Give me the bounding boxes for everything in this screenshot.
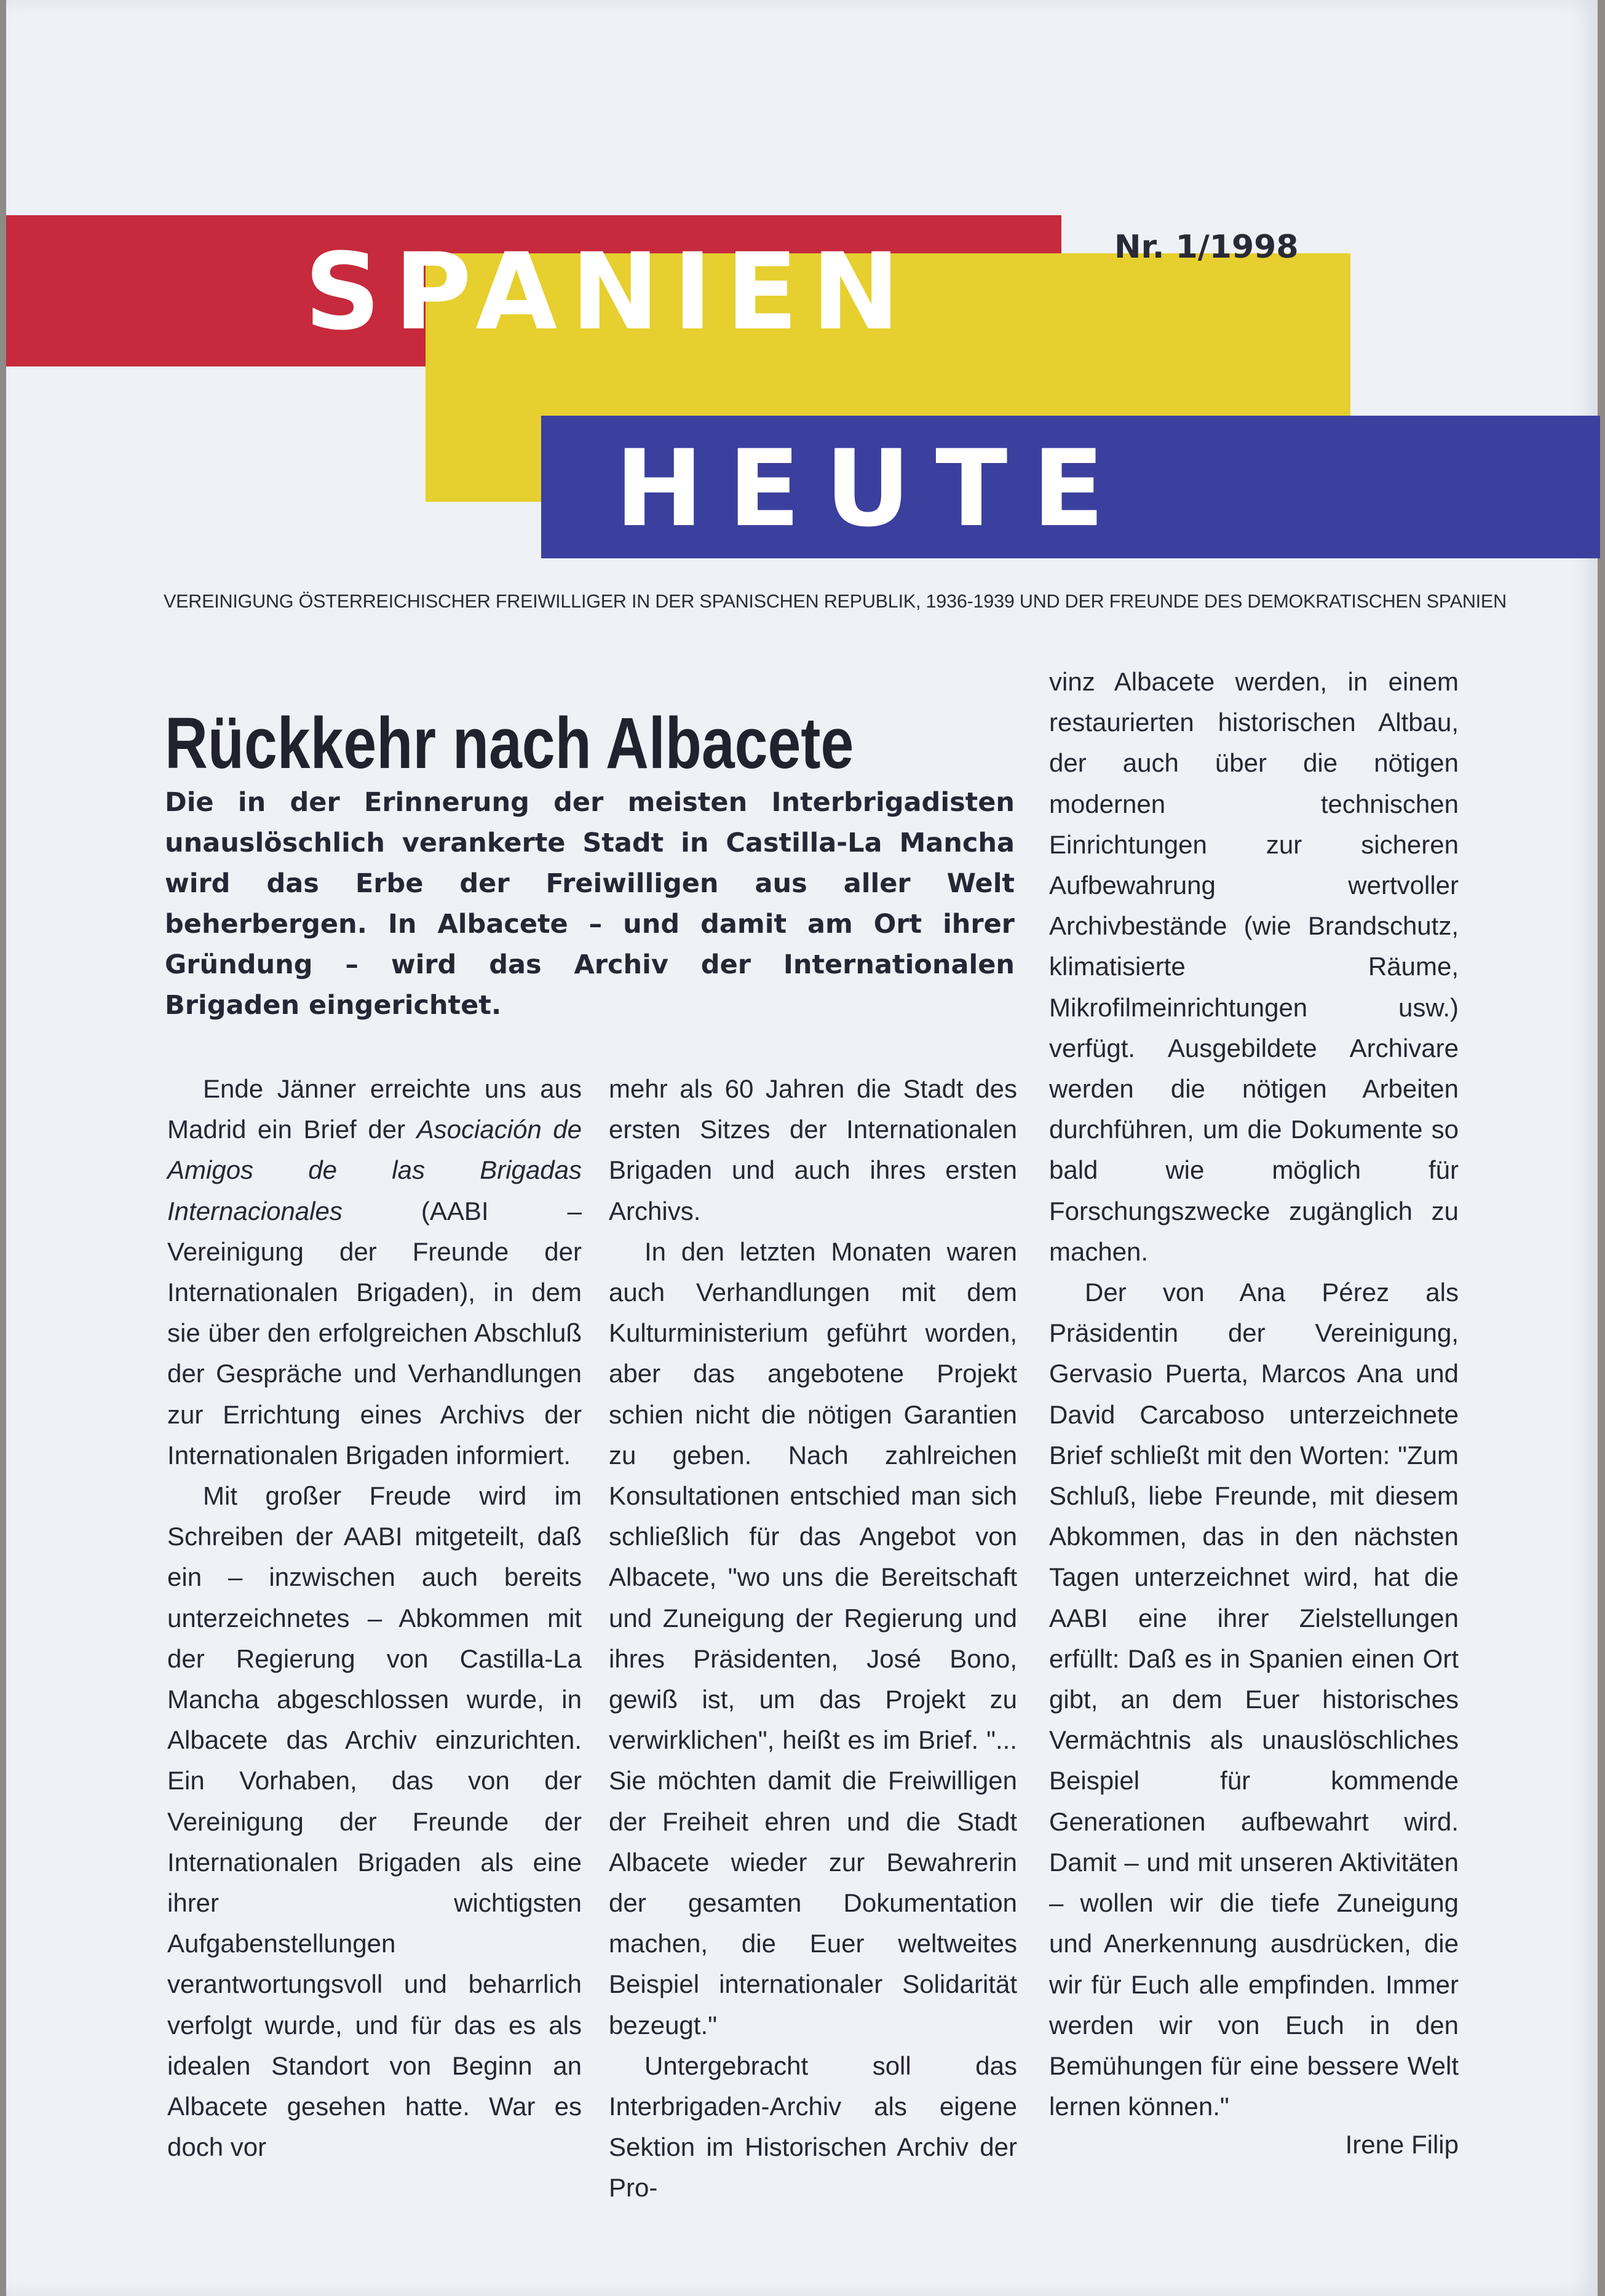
- paragraph-text: Ende Jänner erreichte uns aus Madrid ein Brief der: [167, 1074, 582, 1144]
- column-3-paragraph-1: vinz Albacete werden, in einem restaurierten historischen Altbau, der auch über die nötigen modernen technischen Einrichtungen zur sicheren Aufbewahrung wertvoller Archivbestände (wie Brandschutz, klimatisierte Räume, Mikrofilmeinrichtungen usw.) verfügt. Ausgebildete Archivare werden die nötigen Arbeiten durchführen, um die Dokumente so bald wie möglich für Forschungszwecke zugänglich zu machen.: [1049, 667, 1459, 1266]
- column-2-paragraph-1: mehr als 60 Jahren die Stadt des ersten Sitzes der Internationalen Brigaden und auch ihres ersten Archivs.: [609, 1074, 1017, 1225]
- column-1-paragraph-1: [167, 1069, 582, 1476]
- organization-subtitle: VEREINIGUNG ÖSTERREICHISCHER FREIWILLIGER IN DER SPANISCHEN REPUBLIK, 1936-1939 UND DER FREUNDE DES DEMOKRATISCHEN SPANIEN: [164, 591, 1507, 612]
- article-lead: Die in der Erinnerung der meisten Interbrigadisten unauslöschlich verankerte Stadt in Castilla-La Mancha wird das Erbe der Freiwilligen aus aller Welt beherbergen. In Albacete – und damit am Ort ihrer Gründung – wird das Archiv der Internationalen Brigaden eingerichtet.: [165, 787, 1015, 1021]
- organization-name-italic: Asociación de Amigos de las Brigadas Internacionales: [167, 1115, 582, 1225]
- masthead-title-spanien: SPANIEN: [304, 230, 914, 354]
- column-3-paragraph-2: Der von Ana Pérez als Präsidentin der Vereinigung, Gervasio Puerta, Marcos Ana und David Carcaboso unterzeichnete Brief schließt mit den Worten: "Zum Schluß, liebe Freunde, mit diesem Abkommen, das in den nächsten Tagen unterzeichnet wird, hat die AABI eine ihrer Zielstellungen erfüllt: Daß es in Spanien einen Ort gibt, an dem Euer historisches Vermächtnis als unauslöschliches Beispiel für kommende Generationen aufbewahrt wird. Damit – und mit unseren Aktivitäten – wollen wir die tiefe Zuneigung und Anerkennung ausdrücken, die wir für Euch alle empfinden. Immer werden wir von Euch in den Bemühungen für eine bessere Welt lernen können.": [1049, 1278, 1459, 2121]
- column-2-paragraph-3: Untergebracht soll das Interbrigaden-Archiv als eigene Sektion im Historischen Archiv der Pro-: [609, 2051, 1017, 2203]
- author-signature: Irene Filip: [1345, 2130, 1459, 2159]
- article-headline: Rückkehr nach Albacete: [165, 703, 854, 785]
- article-column-2: [609, 1069, 1017, 2209]
- column-1-paragraph-2: Mit großer Freude wird im Schreiben der AABI mitgeteilt, daß ein – inzwischen auch bereits unterzeichnetes – Abkommen mit der Regierung von Castilla-La Mancha abgeschlossen wurde, in Albacete das Archiv einzurichten. Ein Vorhaben, das von der Vereinigung der Freunde der Internationalen Brigaden als eine ihrer wichtigsten Aufgabenstellungen verantwortungsvoll und beharrlich verfolgt wurde, und für das es als idealen Standort von Beginn an Albacete gesehen hatte. War es doch vor: [167, 1481, 582, 2162]
- newsletter-page: [6, 0, 1598, 2296]
- article-column-3: [1049, 662, 1459, 2127]
- masthead-title-heute: HEUTE: [615, 427, 1129, 550]
- issue-number: Nr. 1/1998: [1114, 229, 1299, 266]
- paragraph-text: (AABI – Vereinigung der Freunde der Internationalen Brigaden), in dem sie über den erfolgreichen Abschluß der Gespräche und Verhandlungen zur Errichtung eines Archivs der Internationalen Brigaden informiert.: [167, 1196, 582, 1470]
- column-2-paragraph-2: In den letzten Monaten waren auch Verhandlungen mit dem Kulturministerium geführt worden, aber das angebotene Projekt schien nicht die nötigen Garantien zu geben. Nach zahlreichen Konsultationen entschied man sich schließlich für das Angebot von Albacete, "wo uns die Bereitschaft und Zuneigung der Regierung und ihres Präsidenten, José Bono, gewiß ist, um das Projekt zu verwirklichen", heißt es im Brief. "... Sie möchten damit die Freiwilligen der Freiheit ehren und die Stadt Albacete wieder zur Bewahrerin der gesamten Dokumentation machen, die Euer weltweites Beispiel internationaler Solidarität bezeugt.": [609, 1237, 1017, 2040]
- article-column-1: [167, 1069, 582, 2167]
